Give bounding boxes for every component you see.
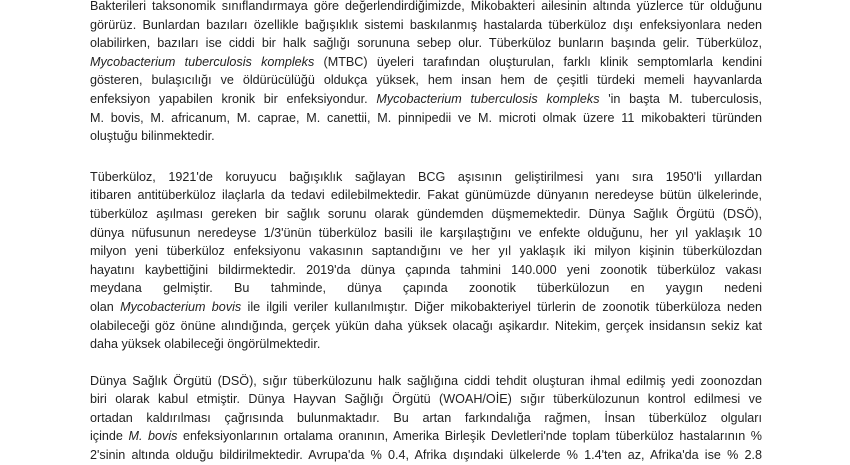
text-line: biri olarak kabul etmiştir. Dünya Hayvan Sağlığı Örgütü (WOAH/OİE) sığır tüberkülozunun kontrol edilmesi ve bbox=[90, 392, 762, 407]
text-line: tüberküloz aşılması gereken bir sağlık sorunu olarak gündemden düşmemektedir. Dünya Sağlık Örgütü (DSÖ), bbox=[90, 206, 762, 221]
text-line: ortadan kaldırılması çağrısında bulunmaktadır. Bu artan farkındalığa rağmen, İnsan tüberküloz olguları bbox=[90, 410, 762, 425]
text-line: meydana gelmiştir. Bu tahminde, dünya çapında zoonotik tüberkülozun en yaygın nedeni bbox=[90, 281, 762, 296]
text-line: daha yüksek olabileceği öngörülmektedir. bbox=[90, 337, 321, 352]
paragraph-taxonomy bbox=[90, 0, 762, 146]
text-run: ile ilgili veriler kullanılmıştır. Diğer mikobakteriyel türlerin de zoonotik tüberküloza neden bbox=[241, 299, 762, 314]
italic-term: M. bovis bbox=[128, 429, 178, 444]
text-line: oluştuğu bilinmektedir. bbox=[90, 129, 215, 144]
italic-term: Mycobacterium bovis bbox=[120, 299, 242, 314]
text-line: itibaren antitüberküloz ilaçlarla da tedavi edilebilmektedir. Fakat günümüzde dünyanın neredeyse bütün ülkelerinde, bbox=[90, 188, 762, 203]
text-line bbox=[90, 53, 762, 72]
text-line bbox=[90, 427, 762, 446]
text-line: olabileceği göz önüne alındığında, gerçek yükün daha yüksek olacağı aşikardır. Nitekim, gerçek insidansın sekiz kat bbox=[90, 318, 762, 333]
paragraph-who bbox=[90, 372, 762, 465]
text-run: enfeksiyon yapabilen kronik bir enfeksiyondur. bbox=[90, 91, 377, 106]
text-line bbox=[90, 298, 762, 317]
text-run: enfeksiyonlarının ortalama oranının, Amerika Birleşik Devletleri'nde toplam tüberküloz hastalarının % bbox=[177, 429, 762, 444]
text-line: Tüberküloz, 1921'de koruyucu bağışıklık sağlayan BCG aşısının geliştirilmesi yanı sıra 1950'li yıllardan bbox=[90, 169, 762, 184]
text-line: gösteren, bulaşıcılığı ve öldürücülüğü oldukça yüksek, hem insan hem de çeşitli türdeki memeli hayvanlarda bbox=[90, 73, 762, 88]
text-line: M. bovis, M. africanum, M. caprae, M. canettii, M. pinnipedii ve M. microti olmak üzere 11 mikobakteri türünden bbox=[90, 110, 762, 125]
text-line: dünya nüfusunun neredeyse 1/3'ünün tüberküloz basili ile karşılaştığını ve enfekte olduğunu, her yıl yaklaşık 10 bbox=[90, 225, 762, 240]
text-line bbox=[90, 90, 762, 109]
text-line: hayatını kaybettiğini bildirmektedir. 2019'da dünya çapında tahmini 140.000 yeni zoonotik tüberküloz vakası bbox=[90, 262, 762, 277]
text-run: 'in başta M. tuberculosis, bbox=[599, 91, 762, 106]
text-line: olabilirken, bazıları ise ciddi bir halk sağlığı sorununa sebep olur. Tüberküloz bunların başında gelir. Tüberküloz, bbox=[90, 36, 762, 51]
text-line: 2'sinin altında olduğu bildirilmektedir. Avrupa'da % 0.4, Afrika dışındaki ülkelerde % 1.4'ten az, Afrika'da ise % 2.8 bbox=[90, 448, 762, 463]
text-run: olan bbox=[90, 299, 121, 314]
text-line: Dünya Sağlık Örgütü (DSÖ), sığır tüberkülozunu halk sağlığına ciddi tehdit oluşturan ihmal edilmiş yedi zoonozdan bbox=[90, 373, 762, 388]
text-run: (MTBC) üyeleri tarafından oluşturulan, farklı klinik semptomlarla kendini bbox=[314, 54, 762, 69]
paragraph-history bbox=[90, 168, 762, 354]
italic-term: Mycobacterium tuberculosis kompleks bbox=[90, 54, 315, 69]
text-line: Bakterileri taksonomik sınıflandırmaya göre değerlendirdiğimizde, Mikobakteri ailesinin altında yüzlerce tür olduğunu bbox=[90, 0, 762, 13]
italic-term: Mycobacterium tuberculosis kompleks bbox=[376, 91, 600, 106]
text-line: milyon yeni tüberküloz enfeksiyonu vakasının saptandığını ve her yıl yaklaşık iki milyon kişinin tüberkülozdan bbox=[90, 244, 762, 259]
text-run: içinde bbox=[90, 429, 129, 444]
text-line: görürüz. Bunlardan bazıları özellikle bağışıklık sistemi baskılanmış hastalarda tüberküloz dışı enfeksiyonlara neden bbox=[90, 17, 762, 32]
